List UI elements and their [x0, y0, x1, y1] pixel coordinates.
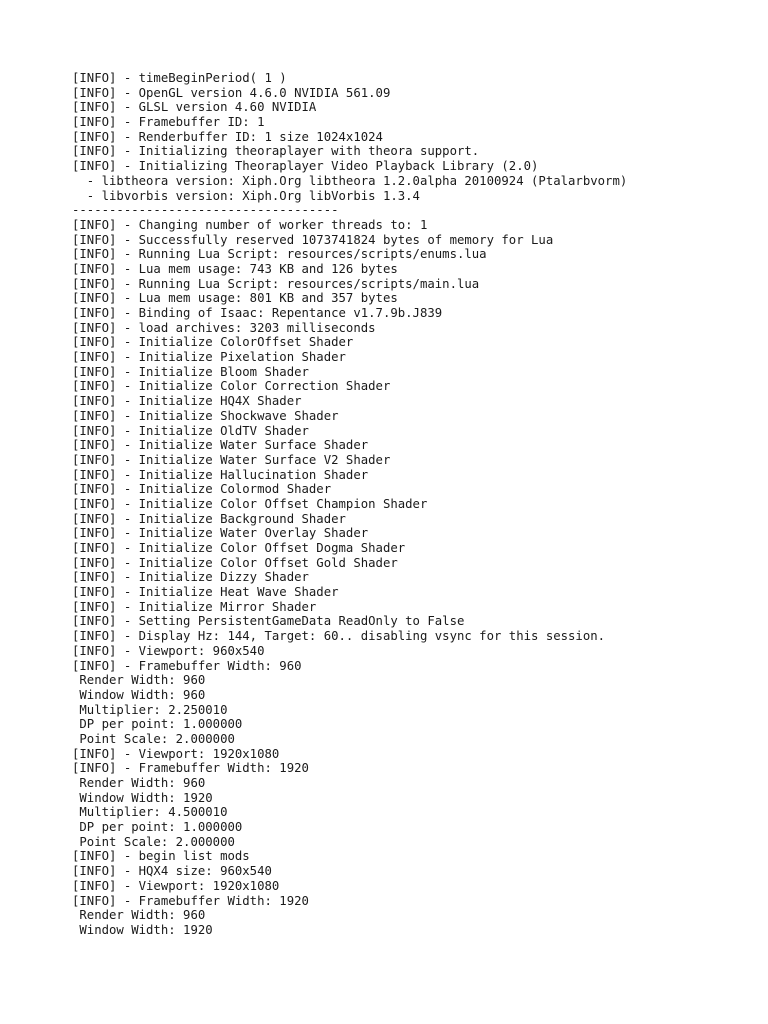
log-line: ------------------------------------	[72, 203, 339, 218]
log-line: - libtheora version: Xiph.Org libtheora 1.2.0alpha 20100924 (Ptalarbvorm)	[72, 173, 628, 188]
log-line: [INFO] - Initialize HQ4X Shader	[72, 394, 302, 409]
log-line: [INFO] - Initialize Shockwave Shader	[72, 408, 339, 423]
log-line: [INFO] - Initialize Heat Wave Shader	[72, 585, 339, 600]
log-line: [INFO] - Initialize Bloom Shader	[72, 364, 309, 379]
log-line: [INFO] - Framebuffer Width: 960	[72, 658, 302, 673]
log-line: Render Width: 960	[72, 673, 206, 688]
log-line: [INFO] - Initialize Color Correction Shader	[72, 379, 391, 394]
log-line: [INFO] - HQX4 size: 960x540	[72, 864, 272, 879]
log-line: Point Scale: 2.000000	[72, 731, 235, 746]
log-line: [INFO] - Lua mem usage: 743 KB and 126 bytes	[72, 261, 398, 276]
log-line: [INFO] - Initialize Water Surface Shader	[72, 438, 369, 453]
log-line: DP per point: 1.000000	[72, 717, 243, 732]
log-line: [INFO] - Running Lua Script: resources/scripts/main.lua	[72, 276, 480, 291]
log-line: [INFO] - Initializing theoraplayer with theora support.	[72, 144, 480, 159]
log-line: [INFO] - Running Lua Script: resources/scripts/enums.lua	[72, 247, 487, 262]
log-line: [INFO] - timeBeginPeriod( 1 )	[72, 71, 287, 85]
log-line: Window Width: 1920	[72, 790, 213, 805]
log-line: Multiplier: 4.500010	[72, 805, 228, 820]
log-line: [INFO] - Framebuffer Width: 1920	[72, 893, 309, 908]
log-line: [INFO] - Initialize Water Overlay Shader	[72, 526, 369, 541]
log-line: Multiplier: 2.250010	[72, 702, 228, 717]
log-line: - libvorbis version: Xiph.Org libVorbis 1.3.4	[72, 188, 420, 203]
log-line: Window Width: 960	[72, 687, 206, 702]
log-line: [INFO] - Initialize Water Surface V2 Shader	[72, 452, 391, 467]
log-line: [INFO] - Framebuffer ID: 1	[72, 115, 265, 130]
log-line: [INFO] - Initialize ColorOffset Shader	[72, 335, 354, 350]
log-line: [INFO] - Initialize Color Offset Dogma Shader	[72, 541, 406, 555]
log-line: [INFO] - Renderbuffer ID: 1 size 1024x1024	[72, 129, 383, 144]
log-line: [INFO] - Initialize Hallucination Shader	[72, 467, 369, 482]
log-line: [INFO] - Successfully reserved 1073741824 bytes of memory for Lua	[72, 232, 554, 247]
log-line: Render Width: 960	[72, 776, 206, 790]
log-line: [INFO] - Lua mem usage: 801 KB and 357 bytes	[72, 291, 398, 306]
log-line: [INFO] - Framebuffer Width: 1920	[72, 761, 309, 776]
log-line: [INFO] - Initialize Color Offset Gold Shader	[72, 555, 398, 570]
log-line: Render Width: 960	[72, 908, 206, 923]
log-line: Window Width: 1920	[72, 922, 213, 937]
log-output	[72, 71, 627, 938]
log-line: [INFO] - Initialize Colormod Shader	[72, 482, 332, 497]
log-line: [INFO] - GLSL version 4.60 NVIDIA	[72, 100, 317, 115]
log-line: [INFO] - Initialize Pixelation Shader	[72, 350, 346, 365]
log-line: [INFO] - Initialize Dizzy Shader	[72, 570, 309, 585]
log-line: [INFO] - Initialize Color Offset Champion Shader	[72, 496, 428, 511]
log-line: [INFO] - Initialize Mirror Shader	[72, 599, 317, 614]
log-line: [INFO] - load archives: 3203 milliseconds	[72, 320, 376, 335]
log-line: [INFO] - Changing number of worker threads to: 1	[72, 217, 428, 232]
log-line: [INFO] - Viewport: 1920x1080	[72, 878, 280, 893]
log-line: [INFO] - Initializing Theoraplayer Video Playback Library (2.0)	[72, 159, 539, 174]
log-line: DP per point: 1.000000	[72, 820, 243, 835]
log-line: [INFO] - Display Hz: 144, Target: 60.. disabling vsync for this session.	[72, 629, 606, 644]
log-line: [INFO] - OpenGL version 4.6.0 NVIDIA 561.09	[72, 85, 391, 100]
log-line: [INFO] - Initialize Background Shader	[72, 511, 346, 526]
log-line: Point Scale: 2.000000	[72, 834, 235, 849]
log-line: [INFO] - Binding of Isaac: Repentance v1.7.9b.J839	[72, 306, 443, 320]
log-line: [INFO] - Viewport: 960x540	[72, 643, 265, 658]
log-line: [INFO] - Setting PersistentGameData ReadOnly to False	[72, 614, 465, 629]
log-line: [INFO] - Viewport: 1920x1080	[72, 746, 280, 761]
log-line: [INFO] - Initialize OldTV Shader	[72, 423, 309, 438]
log-line: [INFO] - begin list mods	[72, 849, 250, 864]
